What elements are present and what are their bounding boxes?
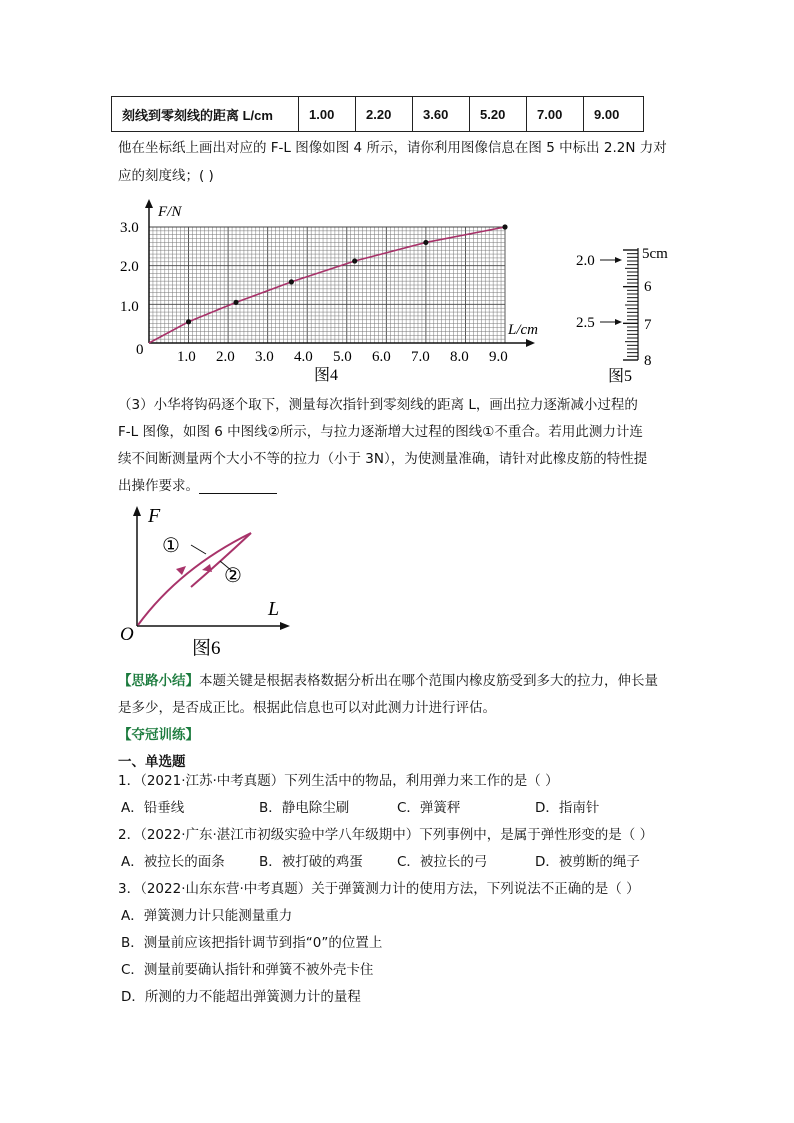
figure-4-chart <box>0 190 560 385</box>
fig4-grid <box>149 227 505 343</box>
fig4-xtick: 6.0 <box>372 349 391 365</box>
fig4-xticks <box>177 349 508 365</box>
fig4-y-label: F/N <box>158 204 182 220</box>
ruler-pointer-arrow-icon <box>615 257 622 263</box>
fig6-label-1: ① <box>162 535 180 557</box>
section-heading: 一、单选题 <box>118 754 186 770</box>
curve-1-arrow-icon <box>176 566 186 575</box>
fig4-xtick: 5.0 <box>333 349 352 365</box>
ruler-right-label: 7 <box>644 317 652 333</box>
curve-2 <box>191 533 251 587</box>
fig4-caption: 图4 <box>314 367 339 384</box>
fig4-data-point <box>186 319 191 324</box>
ruler-right-label: 8 <box>644 353 652 369</box>
data-table <box>111 96 644 132</box>
question-3-stem: 3．（2022·山东东营·中考真题）关于弹簧测力计的使用方法，下列说法不正确的是（ ） <box>118 881 640 897</box>
fig4-data-point <box>352 258 357 263</box>
q2-option-c[interactable]: C．被拉长的弓 <box>397 854 488 870</box>
ruler-right-label: 6 <box>644 279 652 295</box>
fig4-data-point <box>502 224 507 229</box>
q2-option-b[interactable]: B．被打破的鸡蛋 <box>259 854 363 870</box>
fig4-ytick: 2.0 <box>120 259 139 275</box>
table-cell: 2.20 <box>356 97 413 132</box>
fig4-xtick: 9.0 <box>489 349 508 365</box>
intro-line-1: 他在坐标纸上画出对应的 F-L 图像如图 4 所示，请你利用图像信息在图 5 中标出 2.2N 力对 <box>118 140 667 156</box>
q3-option-b[interactable]: B．测量前应该把指针调节到指“0”的位置上 <box>121 935 383 951</box>
fig4-x-label: L/cm <box>508 322 538 338</box>
summary-line-1 <box>118 669 658 689</box>
fig4-xtick: 4.0 <box>294 349 313 365</box>
fig4-ytick: 1.0 <box>120 299 139 315</box>
fig4-data-point <box>233 300 238 305</box>
q3-line-3: 续不间断测量两个大小不等的拉力（小于 3N），为使测量准确，请针对此橡皮筋的特性提 <box>118 451 648 467</box>
fig6-caption: 图6 <box>192 638 221 659</box>
fig4-data-point <box>423 240 428 245</box>
fig4-xtick: 3.0 <box>255 349 274 365</box>
q2-option-a[interactable]: A．被拉长的面条 <box>121 854 225 870</box>
training-tag: 【夺冠训练】 <box>118 727 199 743</box>
fig5-ticks <box>623 250 638 360</box>
fig5-caption: 图5 <box>608 368 633 385</box>
fig6-l-arrow-icon <box>280 622 290 630</box>
q3-line-4-text: 出操作要求。 <box>118 478 199 494</box>
fig4-xtick: 8.0 <box>450 349 469 365</box>
ruler-left-label: 2.5 <box>576 315 595 331</box>
q1-option-a[interactable]: A．铅垂线 <box>121 800 185 816</box>
table-cell: 7.00 <box>527 97 584 132</box>
intro-line-2: 应的刻度线；( ) <box>118 168 214 184</box>
q1-option-c[interactable]: C．弹簧秤 <box>397 800 461 816</box>
ruler-pointer-arrow-icon <box>615 319 622 325</box>
fig4-origin: 0 <box>136 342 144 358</box>
fig4-xtick: 1.0 <box>177 349 196 365</box>
summary-text-1: 本题关键是根据表格数据分析出在哪个范围内橡皮筋受到多大的拉力，伸长量 <box>199 673 658 689</box>
q3-line-2: F-L 图像，如图 6 中图线②所示，与拉力逐渐增大过程的图线①不重合。若用此测力计连 <box>118 424 643 440</box>
summary-line-2: 是多少，是否成正比。根据此信息也可以对此测力计进行评估。 <box>118 700 496 716</box>
table-row-label: 刻线到零刻线的距离 L/cm <box>112 97 299 132</box>
answer-blank[interactable] <box>199 479 277 494</box>
fig6-origin: O <box>120 624 134 645</box>
label-1-leader <box>191 545 206 554</box>
q2-option-d[interactable]: D．被剪断的绳子 <box>535 854 640 870</box>
q3-line-4 <box>118 474 277 494</box>
q1-option-b[interactable]: B．静电除尘刷 <box>259 800 350 816</box>
fig6-f-label: F <box>148 505 161 527</box>
fig6-l-label: L <box>268 598 280 620</box>
fig6-label-2: ② <box>224 565 242 587</box>
q3-option-a[interactable]: A．弹簧测力计只能测量重力 <box>121 908 293 924</box>
q3-option-d[interactable]: D．所测的力不能超出弹簧测力计的量程 <box>121 989 361 1005</box>
table-cell: 9.00 <box>584 97 644 132</box>
q3-option-c[interactable]: C．测量前要确认指针和弹簧不被外壳卡住 <box>121 962 374 978</box>
table-cell: 1.00 <box>299 97 356 132</box>
fig4-y-arrow-icon <box>145 199 153 208</box>
figure-5-ruler <box>560 238 690 388</box>
curve-2-arrow-icon <box>202 564 212 572</box>
question-2-stem: 2．（2022·广东·湛江市初级实验中学八年级期中）下列事例中，是属于弹性形变的是（ ） <box>118 827 654 843</box>
fig4-xtick: 7.0 <box>411 349 430 365</box>
q3-line-1: （3）小华将钩码逐个取下，测量每次指针到零刻线的距离 L，画出拉力逐渐减小过程的 <box>118 397 638 413</box>
q1-option-d[interactable]: D．指南针 <box>535 800 600 816</box>
fig6-f-arrow-icon <box>133 506 141 516</box>
summary-tag: 【思路小结】 <box>118 673 199 689</box>
fig4-x-arrow-icon <box>526 339 535 347</box>
question-1-stem: 1．（2021·江苏·中考真题）下列生活中的物品，利用弹力来工作的是（ ） <box>118 773 559 789</box>
table-cell: 3.60 <box>413 97 470 132</box>
fig4-data-point <box>289 279 294 284</box>
figure-6-hysteresis <box>110 500 310 660</box>
ruler-right-label: 5cm <box>642 246 668 262</box>
fig4-xtick: 2.0 <box>216 349 235 365</box>
table-row <box>112 97 644 132</box>
ruler-left-label: 2.0 <box>576 253 595 269</box>
fig4-ytick: 3.0 <box>120 220 139 236</box>
table-cell: 5.20 <box>470 97 527 132</box>
